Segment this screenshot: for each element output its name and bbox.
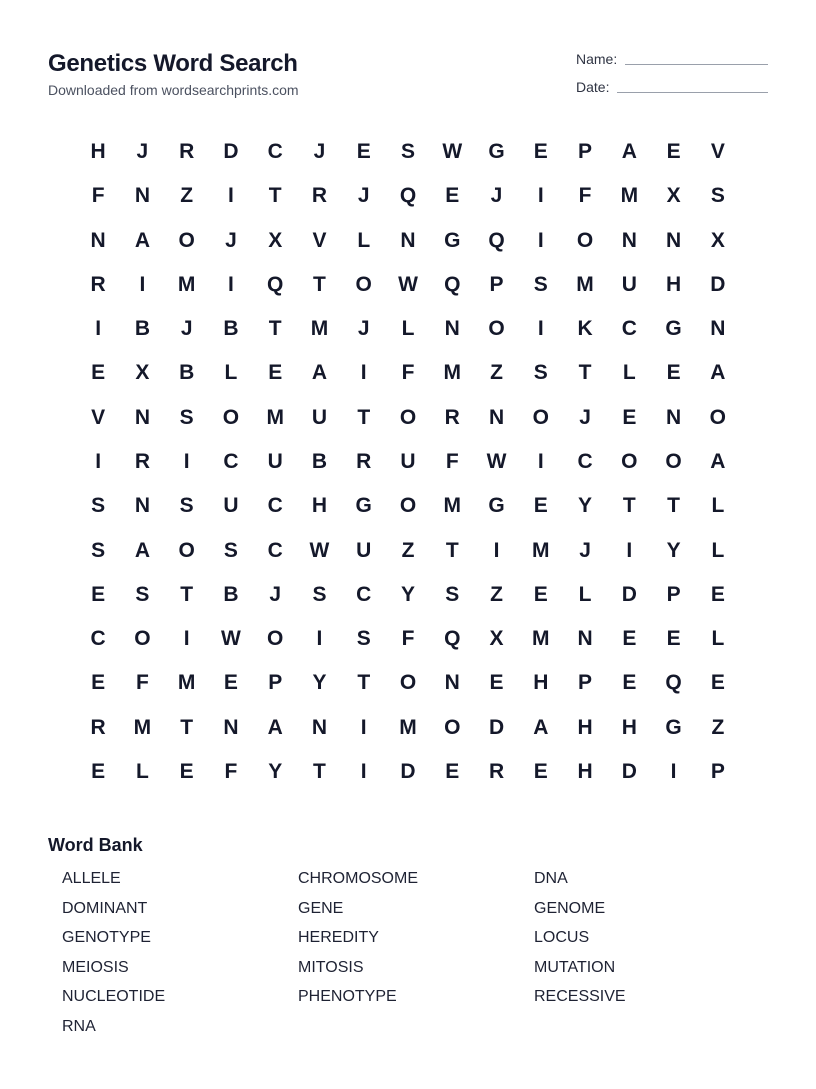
grid-cell[interactable]: Y [400, 582, 415, 606]
word-bank-item: DNA [534, 870, 568, 887]
grid-cell[interactable]: M [399, 715, 417, 739]
grid-cell[interactable]: D [400, 759, 416, 783]
grid-cell[interactable]: I [626, 538, 633, 562]
grid-cell[interactable]: S [179, 494, 194, 518]
page-title: Genetics Word Search [48, 50, 298, 77]
grid-cell[interactable]: N [621, 228, 637, 252]
grid-cell[interactable]: X [710, 228, 725, 252]
grid-cell[interactable]: A [134, 538, 150, 562]
grid-cell[interactable]: Y [578, 494, 593, 518]
grid-cell[interactable]: G [488, 494, 505, 518]
grid-cell[interactable]: O [576, 228, 594, 252]
grid-cell[interactable]: D [621, 759, 637, 783]
grid-cell[interactable]: B [311, 449, 328, 473]
grid-cell[interactable]: E [622, 627, 637, 651]
grid-cell[interactable]: I [360, 361, 367, 385]
grid-cell[interactable]: E [533, 759, 548, 783]
grid-cell[interactable]: A [621, 140, 637, 164]
grid-cell[interactable]: M [532, 538, 550, 562]
grid-cell[interactable]: M [532, 627, 550, 651]
grid-cell[interactable]: I [228, 272, 234, 296]
grid-cell[interactable]: J [269, 582, 282, 606]
grid-cell[interactable]: E [223, 671, 238, 695]
grid-cell[interactable]: I [537, 228, 544, 252]
grid-cell[interactable]: E [622, 671, 637, 695]
grid-cell[interactable]: R [444, 405, 460, 429]
grid-cell[interactable]: J [579, 538, 591, 562]
grid-cell[interactable]: D [710, 272, 726, 296]
grid-cell[interactable]: D [621, 582, 637, 606]
grid-cell[interactable]: S [356, 627, 371, 651]
grid-cell[interactable]: F [91, 184, 105, 208]
grid-cell[interactable]: M [310, 317, 329, 341]
grid-cell[interactable]: E [91, 671, 106, 695]
grid-cell[interactable]: C [90, 627, 106, 651]
grid-cell[interactable]: N [134, 494, 150, 518]
grid-cell[interactable]: P [578, 671, 593, 695]
grid-cell[interactable]: A [710, 449, 726, 473]
grid-cell[interactable]: N [444, 317, 460, 341]
grid-cell[interactable]: O [399, 405, 417, 429]
grid-cell[interactable]: S [91, 538, 106, 562]
word-bank-item: ALLELE [62, 870, 121, 887]
grid-cell[interactable]: E [710, 671, 725, 695]
grid-cell[interactable]: O [532, 405, 549, 429]
grid-cell[interactable]: T [268, 317, 282, 341]
grid-cell[interactable]: O [709, 405, 727, 429]
grid-cell[interactable]: R [90, 715, 106, 739]
grid-cell[interactable]: G [665, 715, 682, 739]
name-line[interactable] [625, 63, 768, 65]
grid-cell[interactable]: V [312, 228, 327, 252]
grid-cell[interactable]: F [135, 671, 149, 695]
grid-cell[interactable]: O [178, 538, 195, 562]
grid-cell[interactable]: H [621, 715, 637, 739]
letter-grid [76, 130, 740, 794]
grid-cell[interactable]: E [533, 140, 548, 164]
grid-cell[interactable]: I [228, 184, 234, 208]
word-bank-item: MUTATION [534, 958, 616, 976]
grid-cell[interactable]: L [711, 627, 725, 651]
grid-cell[interactable]: W [398, 272, 418, 296]
word-bank-item: MITOSIS [298, 958, 364, 976]
grid-cell[interactable]: Q [444, 627, 461, 651]
grid-cell[interactable]: N [134, 184, 150, 208]
word-bank-item: PHENOTYPE [298, 988, 397, 1006]
grid-cell[interactable]: S [135, 582, 150, 606]
grid-cell[interactable]: U [311, 405, 328, 429]
grid-cell[interactable]: J [136, 140, 149, 164]
grid-cell[interactable]: X [489, 627, 504, 651]
grid-cell[interactable]: T [268, 184, 282, 208]
grid-cell[interactable]: B [179, 361, 195, 385]
grid-cell[interactable]: N [710, 317, 726, 341]
grid-cell[interactable]: Z [490, 361, 503, 385]
grid-cell[interactable]: C [577, 449, 593, 473]
grid-cell[interactable]: U [621, 272, 637, 296]
grid-cell[interactable]: T [578, 361, 592, 385]
date-line[interactable] [617, 91, 768, 93]
date-label: Date: [576, 79, 610, 95]
grid-cell[interactable]: H [666, 272, 682, 296]
grid-cell[interactable]: C [356, 582, 372, 606]
grid-cell[interactable]: Y [312, 671, 327, 695]
grid-cell[interactable]: C [267, 140, 283, 164]
grid-cell[interactable]: I [95, 449, 102, 473]
word-bank-item: HEREDITY [298, 929, 379, 947]
grid-cell[interactable]: M [443, 361, 461, 385]
grid-cell[interactable]: E [533, 582, 548, 606]
grid-cell[interactable]: J [579, 405, 591, 429]
grid-cell[interactable]: E [268, 361, 283, 385]
grid-cell[interactable]: V [91, 405, 106, 429]
grid-cell[interactable]: N [90, 228, 106, 252]
source-subtitle: Downloaded from wordsearchprints.com [48, 82, 299, 98]
word-bank-item: RECESSIVE [534, 988, 626, 1006]
grid-cell[interactable]: A [710, 361, 726, 385]
grid-cell[interactable]: B [134, 317, 150, 341]
grid-cell[interactable]: Z [490, 582, 503, 606]
grid-cell[interactable]: M [177, 272, 196, 296]
grid-cell[interactable]: I [493, 538, 500, 562]
grid-cell[interactable]: H [577, 715, 593, 739]
grid-cell[interactable]: F [445, 449, 459, 473]
grid-cell[interactable]: R [488, 759, 505, 783]
grid-cell[interactable]: E [710, 582, 725, 606]
grid-cell[interactable]: V [710, 140, 725, 164]
grid-cell[interactable]: E [666, 627, 681, 651]
grid-cell[interactable]: S [533, 361, 548, 385]
word-bank-item: GENE [298, 899, 344, 917]
grid-cell[interactable]: O [355, 272, 372, 296]
grid-cell[interactable]: U [400, 449, 416, 473]
grid-cell[interactable]: R [134, 449, 150, 473]
grid-cell[interactable]: P [666, 582, 681, 606]
grid-cell[interactable]: L [622, 361, 636, 385]
grid-cell[interactable]: E [91, 759, 106, 783]
grid-cell[interactable]: E [179, 759, 194, 783]
grid-cell[interactable]: I [360, 715, 367, 739]
word-bank-item: CHROMOSOME [298, 870, 418, 887]
grid-cell[interactable]: L [578, 582, 592, 606]
grid-cell[interactable]: O [444, 715, 461, 739]
grid-cell[interactable]: Y [268, 759, 283, 783]
grid-cell[interactable]: N [488, 405, 505, 429]
grid-cell[interactable]: N [400, 228, 416, 252]
grid-cell[interactable]: I [139, 272, 146, 296]
grid-cell[interactable]: C [223, 449, 239, 473]
grid-cell[interactable]: M [443, 494, 461, 518]
grid-cell[interactable]: G [444, 228, 461, 252]
word-bank-item: DOMINANT [62, 899, 148, 917]
grid-cell[interactable]: I [537, 449, 544, 473]
grid-cell[interactable]: M [133, 715, 152, 739]
word-bank-list [62, 868, 770, 1046]
word-bank-item: LOCUS [534, 929, 590, 947]
grid-cell[interactable]: F [224, 759, 238, 783]
grid-cell[interactable]: Y [666, 538, 681, 562]
grid-cell[interactable]: T [313, 272, 326, 296]
grid-cell[interactable]: P [578, 140, 593, 164]
grid-cell[interactable]: I [670, 759, 677, 783]
grid-cell[interactable]: E [533, 494, 548, 518]
grid-cell[interactable]: O [488, 317, 505, 341]
grid-cell[interactable]: T [180, 582, 194, 606]
grid-cell[interactable]: S [179, 405, 194, 429]
grid-cell[interactable]: T [357, 405, 371, 429]
grid-cell[interactable]: I [316, 627, 323, 651]
grid-cell[interactable]: H [533, 671, 549, 695]
grid-cell[interactable]: L [711, 494, 725, 518]
grid-cell[interactable]: S [312, 582, 327, 606]
word-bank-item: GENOTYPE [62, 929, 151, 947]
grid-cell[interactable]: E [666, 140, 681, 164]
word-bank-item: RNA [62, 1017, 96, 1035]
grid-cell[interactable]: Z [711, 715, 725, 739]
grid-cell[interactable]: R [90, 272, 106, 296]
grid-cell[interactable]: Q [444, 272, 461, 296]
grid-cell[interactable]: H [90, 140, 106, 164]
grid-cell[interactable]: P [489, 272, 504, 296]
grid-cell[interactable]: I [360, 759, 367, 783]
grid-cell[interactable]: N [311, 715, 328, 739]
grid-cell[interactable]: Q [267, 272, 284, 296]
grid-cell[interactable]: O [665, 449, 682, 473]
grid-cell[interactable]: I [183, 627, 190, 651]
grid-cell[interactable]: N [577, 627, 593, 651]
grid-cell[interactable]: X [135, 361, 150, 385]
grid-cell[interactable]: U [223, 494, 239, 518]
grid-cell[interactable]: A [267, 715, 283, 739]
grid-cell[interactable]: H [311, 494, 328, 518]
grid-cell[interactable]: J [490, 184, 503, 208]
word-bank-item: MEIOSIS [62, 958, 129, 976]
grid-cell[interactable]: S [91, 494, 106, 518]
grid-cell[interactable]: O [178, 228, 195, 252]
grid-cell[interactable]: O [399, 494, 417, 518]
grid-cell[interactable]: F [401, 627, 415, 651]
grid-cell[interactable]: Q [488, 228, 505, 252]
grid-cell[interactable]: T [180, 715, 194, 739]
grid-cell[interactable]: X [666, 184, 681, 208]
grid-cell[interactable]: F [401, 361, 415, 385]
grid-cell[interactable]: R [179, 140, 195, 164]
grid-cell[interactable]: W [221, 627, 241, 651]
grid-cell[interactable]: M [620, 184, 639, 208]
grid-cell[interactable]: T [357, 671, 371, 695]
grid-cell[interactable]: U [267, 449, 283, 473]
grid-cell[interactable]: P [710, 759, 725, 783]
grid-cell[interactable]: S [400, 140, 415, 164]
grid-cell[interactable]: T [445, 538, 459, 562]
grid-cell[interactable]: G [665, 317, 682, 341]
grid-cell[interactable]: E [445, 759, 460, 783]
date-field[interactable] [576, 77, 768, 95]
grid-cell[interactable]: J [357, 317, 370, 341]
grid-cell[interactable]: K [577, 317, 593, 341]
grid-cell[interactable]: Q [665, 671, 682, 695]
grid-cell[interactable]: J [180, 317, 193, 341]
grid-cell[interactable]: D [223, 140, 239, 164]
grid-cell[interactable]: W [486, 449, 507, 473]
grid-cell[interactable]: E [91, 582, 106, 606]
grid-cell[interactable]: L [135, 759, 149, 783]
grid-cell[interactable]: O [621, 449, 638, 473]
grid-cell[interactable]: M [576, 272, 594, 296]
grid-cell[interactable]: O [267, 627, 284, 651]
grid-cell[interactable]: O [222, 405, 240, 429]
grid-cell[interactable]: I [95, 317, 102, 341]
grid-cell[interactable]: E [356, 140, 371, 164]
grid-cell[interactable]: N [134, 405, 150, 429]
grid-cell[interactable]: S [710, 184, 725, 208]
word-bank-title: Word Bank [48, 835, 143, 855]
grid-cell[interactable]: N [666, 405, 682, 429]
grid-cell[interactable]: M [177, 671, 196, 695]
grid-cell[interactable]: G [355, 494, 372, 518]
grid-cell[interactable]: G [488, 140, 505, 164]
grid-cell[interactable]: P [268, 671, 283, 695]
grid-cell[interactable]: N [223, 715, 239, 739]
grid-cell[interactable]: A [311, 361, 328, 385]
grid-cell[interactable]: L [401, 317, 415, 341]
grid-cell[interactable]: E [489, 671, 504, 695]
grid-cell[interactable]: J [313, 140, 326, 164]
grid-cell[interactable]: C [267, 538, 283, 562]
grid-cell[interactable]: O [134, 627, 151, 651]
grid-cell[interactable]: J [357, 184, 370, 208]
grid-cell[interactable]: L [224, 361, 238, 385]
grid-cell[interactable]: E [445, 184, 460, 208]
grid-cell[interactable]: O [399, 671, 417, 695]
grid-cell[interactable]: I [537, 317, 544, 341]
grid-cell[interactable]: E [91, 361, 106, 385]
grid-cell[interactable]: L [357, 228, 371, 252]
grid-cell[interactable]: S [223, 538, 238, 562]
grid-cell[interactable]: J [225, 228, 237, 252]
grid-cell[interactable]: E [622, 405, 637, 429]
grid-cell[interactable]: M [266, 405, 284, 429]
grid-cell[interactable]: T [313, 759, 326, 783]
grid-cell[interactable]: I [537, 184, 544, 208]
word-bank-item: GENOME [534, 899, 606, 917]
grid-cell[interactable]: A [533, 715, 549, 739]
grid-cell[interactable]: H [577, 759, 593, 783]
grid-cell[interactable]: T [622, 494, 636, 518]
word-bank-item: NUCLEOTIDE [62, 988, 166, 1006]
grid-cell[interactable]: F [578, 184, 592, 208]
grid-cell[interactable]: S [445, 582, 460, 606]
grid-cell[interactable]: L [711, 538, 725, 562]
grid-cell[interactable]: R [356, 449, 372, 473]
grid-cell[interactable]: Q [399, 184, 417, 208]
grid-cell[interactable]: U [356, 538, 372, 562]
grid-cell[interactable]: N [666, 228, 682, 252]
grid-cell[interactable]: Z [180, 184, 194, 208]
grid-cell[interactable]: R [311, 184, 328, 208]
grid-cell[interactable]: X [268, 228, 283, 252]
grid-cell[interactable]: E [666, 361, 681, 385]
grid-cell[interactable]: A [134, 228, 150, 252]
grid-cell[interactable]: W [309, 538, 330, 562]
grid-cell[interactable]: B [223, 317, 239, 341]
grid-cell[interactable]: I [183, 449, 190, 473]
name-label: Name: [576, 51, 618, 67]
grid-cell[interactable]: N [444, 671, 460, 695]
name-field[interactable] [576, 49, 768, 67]
grid-cell[interactable]: B [223, 582, 239, 606]
grid-cell[interactable]: C [267, 494, 283, 518]
grid-cell[interactable]: C [621, 317, 637, 341]
grid-cell[interactable]: T [667, 494, 680, 518]
grid-cell[interactable]: D [488, 715, 505, 739]
grid-cell[interactable]: W [442, 140, 463, 164]
grid-cell[interactable]: S [533, 272, 548, 296]
grid-cell[interactable]: Z [401, 538, 415, 562]
